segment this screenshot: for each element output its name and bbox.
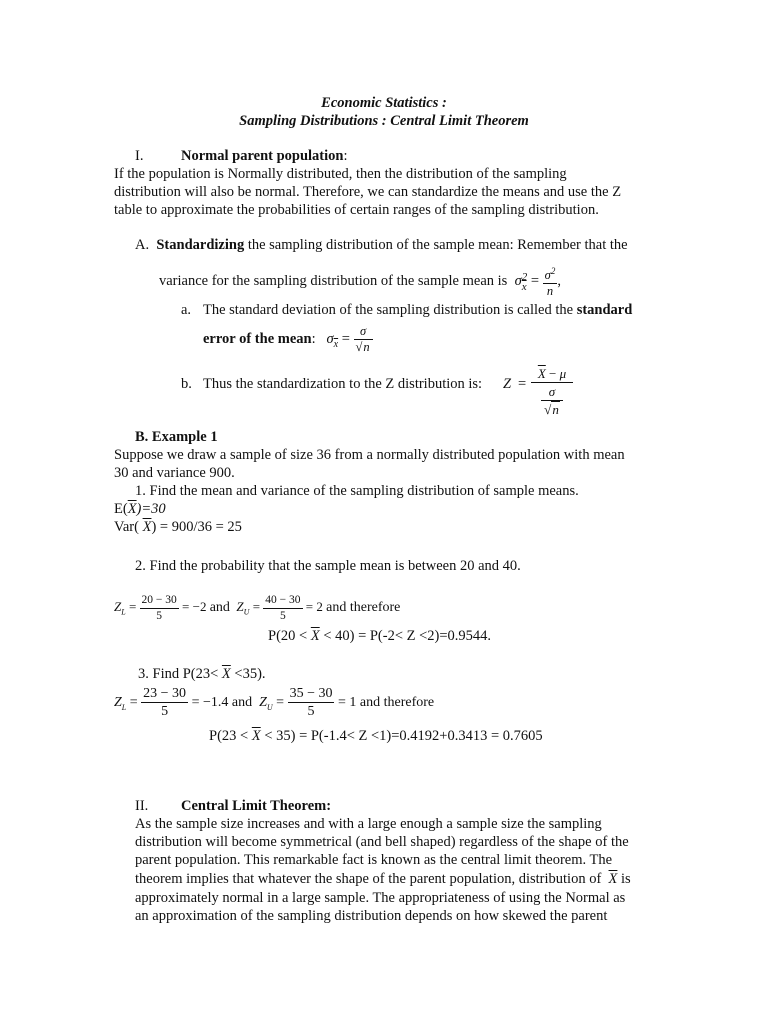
example-1-line: 30 and variance 900. <box>114 465 235 481</box>
section-2-heading: Central Limit Theorem: <box>181 798 332 814</box>
question-1: 1. Find the mean and variance of the sampling distribution of sample means. <box>135 483 579 499</box>
document-page: Economic Statistics : Sampling Distributions : Central Limit Theorem I. Normal parent population: If the population is Normally distributed, then the distribution of the sampling distribution will also be normal. Therefore, we can standardize the means and use the Z table to approximate the probabilities of certain ranges of the sampling distribution. A. Standardizing the sampling distribution of the sample mean: Remember that the variance for the sampling distribution of the sample mean is σ $\frac{2}{x}$ = $\frac{\sigma^2}{n}$ , a. The standard deviation of the sampling distribution is called the standard error of the mean: $\sigma_{\overline{x}}$ = $\frac{\sigma}{√n}$ b. Thus the standardization to the Z distribution is: Z = $\overline{X} - \mu$ σ √n B. Example 1 Suppose we draw a sample of size 36 from a normally distributed population with mean 30 and variance 900. 1. Find the mean and variance of the sampling distribution of sample means. $E(\overline{X})=30$ Var( $\overline{X}) = 900/36 = 25$ 2. Find the probability that the sample mean is between 20 and 40. $Z_L$ = $\frac{20 - 30}{5}$ = −2 and $Z_U$ = $\frac{40 - 30}{5}$ = 2 and therefore $P(20 < \overline{X} < 40) = P(-2< Z <2)=0.9544$. 3. Find $P(23< \overline{X} <35)$. $Z_L$ = $\frac{23 - 30}{5}$ = −1.4 and $Z_U$ = $\frac{35 - 30}{5}$ = 1 and therefore $P(23 < \overline{X} < 35) = P(-1.4< Z <1)=0.4192+0.3413 = 0.7605$ II. Central Limit Theorem: As the sample size increases and with a large enough a sample size the sampling distribution will become symmetrical (and bell shaped) regardless of the shape of the parent population. This remarkable fact is known as the central limit theorem. The theorem implies that whatever the shape of the parent population, distribution of $\overline{X}$ is approximately normal in a large sample. The appropriateness of using the Normal as an approximation of the sampling distribution depends on how skewed the parent <box>0 0 768 1024</box>
example-1-line: Suppose we draw a sample of size 36 from a normally distributed population with mean <box>114 447 625 463</box>
probability-q3: $P(23 < \overline{X} < 35) = P(-1.4< Z <1)=0.4192+0.3413 = 0.7605$ <box>209 728 543 744</box>
section-1-heading: Normal parent population: <box>181 148 348 164</box>
variance-fraction: $\frac{\sigma^2}{n}$ <box>544 266 556 299</box>
question-3: 3. Find $P(23< \overline{X} <35)$. <box>138 666 266 682</box>
part-a-item-a-label: a. <box>181 302 192 318</box>
part-a-line-1: A. Standardizing the sampling distribution of the sample mean: Remember that the <box>135 237 628 253</box>
section-2-line: theorem implies that whatever the shape of the parent population, distribution of $\overline{X}$ is <box>135 871 631 887</box>
z-scores-q2: $Z_L$ = $\frac{20 - 30}{5}$ = −2 and $Z_U$ = $\frac{40 - 30}{5}$ = 2 and therefore <box>114 593 401 622</box>
title-line-1: Economic Statistics : <box>321 95 447 111</box>
answer-mean: $E(\overline{X})=30$ <box>114 501 166 517</box>
sigma-xbar-squared: σ $\frac{2}{x}$ <box>514 270 528 293</box>
section-2-line: parent population. This remarkable fact is known as the central limit theorem. The <box>135 852 613 868</box>
probability-q2: $P(20 < \overline{X} < 40) = P(-2< Z <2)=0.9544$. <box>268 628 492 644</box>
section-2-line: approximately normal in a large sample. The appropriateness of using the Normal as <box>135 890 626 906</box>
z-scores-q3: $Z_L$ = $\frac{23 - 30}{5}$ = −1.4 and $Z_U$ = $\frac{35 - 30}{5}$ = 1 and therefore <box>114 686 435 720</box>
section-2-line: As the sample size increases and with a large enough a sample size the sampling <box>135 816 602 832</box>
question-2: 2. Find the probability that the sample mean is between 20 and 40. <box>135 558 521 574</box>
section-2-numeral: II. <box>135 798 149 814</box>
section-1-para-line: If the population is Normally distributed, then the distribution of the sampling <box>114 166 567 182</box>
standard-error-line: error of the mean: $\sigma_{\overline{x}}$ = $\frac{\sigma}{√n}$ <box>203 320 373 364</box>
example-1-heading: B. Example 1 <box>135 429 218 445</box>
section-1-numeral: I. <box>135 148 144 164</box>
section-1-para-line: distribution will also be normal. Therefore, we can standardize the means and use the Z <box>114 184 622 200</box>
title-line-2: Sampling Distributions : Central Limit Theorem <box>239 113 529 129</box>
part-a-item-b-label: b. <box>181 376 192 392</box>
part-a-item-b-text: Thus the standardization to the Z distribution is: <box>203 376 483 392</box>
section-2-line: distribution will become symmetrical (and bell shaped) regardless of the shape of the <box>135 834 629 850</box>
part-a-line-2: variance for the sampling distribution of the sample mean is σ $\frac{2}{x}$ = $\frac{\sigma^2}{n}$ , <box>159 266 561 299</box>
standard-error-fraction: $\frac{\sigma}{√n}$ <box>354 324 373 355</box>
part-a-item-a-text: The standard deviation of the sampling distribution is called the standard <box>203 302 633 318</box>
section-2-line: an approximation of the sampling distribution depends on how skewed the parent <box>135 908 608 924</box>
answer-variance: Var( $\overline{X}) = 900/36 = 25$ <box>114 519 242 535</box>
section-1-para-line: table to approximate the probabilities of certain ranges of the sampling distribution. <box>114 202 599 218</box>
